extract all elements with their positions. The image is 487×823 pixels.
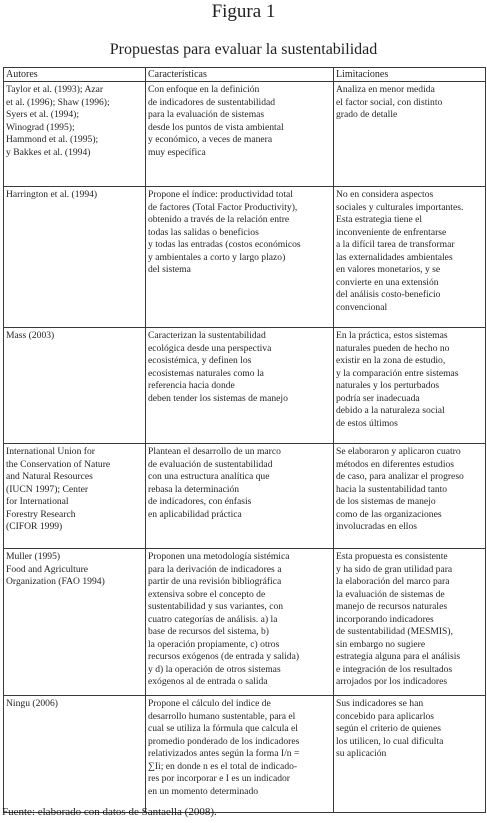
table-title: Propuestas para evaluar la sustentabilidad bbox=[109, 41, 378, 58]
limitations-cell bbox=[334, 549, 486, 696]
limitations-cell bbox=[334, 328, 486, 444]
limitations-cell bbox=[334, 696, 486, 813]
limitations-text: Sus indicadores se han concebido para aplicarlos según el criterio de quienes los utilicen, lo cual dificulta su aplicación bbox=[336, 698, 444, 760]
limitations-text: No en considera aspectos sociales y culturales importantes. Esta estrategia tiene el inconveniente de enfrentarse a la difícil tarea de transformar las externalidades ambientales en valores monetarios, y se convierte en una extensión del análisis costo-beneficio convencional bbox=[336, 189, 464, 313]
table-row bbox=[4, 82, 486, 187]
figure-label: Figura 1 bbox=[211, 1, 276, 22]
limitations-text: Esta propuesta es consistente y ha sido de gran utilidad para la elaboración del marco para la evaluación de sistemas de manejo de recursos naturales incorporando indicadores de sustentabilidad (MESMIS), sin embargo no sugiere estrategia alguna para el análisis e integración de los resultados arrojados por los indicadores bbox=[336, 551, 461, 688]
limitations-text: Analiza en menor medida el factor social, con distinto grado de detalle bbox=[336, 84, 443, 121]
authors-text: Mass (2003) bbox=[6, 330, 55, 341]
authors-cell bbox=[4, 328, 146, 444]
limitations-cell bbox=[334, 82, 486, 187]
table-row bbox=[4, 549, 486, 696]
source-note: Fuente: elaborado con datos de Santaella (2008). bbox=[2, 806, 217, 818]
header-characteristics: Características bbox=[146, 68, 334, 82]
characteristics-cell bbox=[146, 187, 334, 328]
characteristics-text: Proponen una metodología sistémica para la derivación de indicadores a partir de una revisión bibliográfica extensiva sobre el concepto de sustentabilidad y sus variantes, con cuatro categorías de análisis. a) la base de recursos del sistema, b) la operación propiamente, c) otros recursos exógenos (de entrada y salida) y d) la operación de otros sistemas exógenos al de entrada o salida bbox=[148, 551, 300, 688]
characteristics-text: Con enfoque en la definición de indicadores de sustentabilidad para la evaluación de sistemas desde los puntos de vista ambiental y económico, a veces de manera muy específica bbox=[148, 84, 284, 158]
authors-cell bbox=[4, 444, 146, 549]
characteristics-cell bbox=[146, 328, 334, 444]
authors-text: International Union for the Conservation of Nature and Natural Resources (IUCN 1997); Center for International Forestry Research (CIFOR 1999) bbox=[6, 446, 111, 533]
header-authors: Autores bbox=[4, 68, 146, 82]
table-row bbox=[4, 187, 486, 328]
authors-text: Harrington et al. (1994) bbox=[6, 189, 98, 200]
authors-cell bbox=[4, 187, 146, 328]
authors-text: Ningu (2006) bbox=[6, 698, 58, 709]
table-row bbox=[4, 696, 486, 813]
authors-cell bbox=[4, 82, 146, 187]
limitations-cell bbox=[334, 444, 486, 549]
characteristics-text: Plantean el desarrollo de un marco de evaluación de sustentabilidad con una estructura analítica que rebasa la determinación de indicadores, con énfasis en aplicabilidad práctica bbox=[148, 446, 281, 520]
limitations-cell bbox=[334, 187, 486, 328]
characteristics-cell bbox=[146, 444, 334, 549]
header-limitations: Limitaciones bbox=[334, 68, 486, 82]
characteristics-text: Propone el cálculo del índice de desarrollo humano sustentable, para el cual se utiliza la fórmula que calcula el promedio ponderado de los indicadores relativizados antes según la forma I/n = ∑Ii; en donde n es el total de indicado- res por incorporar e I es un indicador en un momento determinado bbox=[148, 698, 300, 797]
characteristics-cell bbox=[146, 696, 334, 813]
authors-text: Taylor et al. (1993); Azar et al. (1996); Shaw (1996); Syers et al. (1994); Winograd (1995); Hammond et al. (1995); y Bakkes et al. (1994) bbox=[6, 84, 110, 158]
authors-cell bbox=[4, 696, 146, 813]
sustainability-proposals-table bbox=[3, 67, 486, 813]
table-header-row bbox=[4, 68, 486, 82]
characteristics-text: Caracterizan la sustentabilidad ecológica desde una perspectiva ecosistémica, y definen los ecosistemas naturales como la referencia hacia donde deben tender los sistemas de manejo bbox=[148, 330, 288, 404]
characteristics-cell bbox=[146, 549, 334, 696]
authors-cell bbox=[4, 549, 146, 696]
authors-text: Muller (1995) Food and Agriculture Organization (FAO 1994) bbox=[6, 551, 105, 588]
table-row bbox=[4, 444, 486, 549]
table-row bbox=[4, 328, 486, 444]
limitations-text: En la práctica, estos sistemas naturales pueden de hecho no existir en la zona de estudio, y la comparación entre sistemas naturales y los perturbados podría ser inadecuada debido a la naturaleza social de estos últimos bbox=[336, 330, 459, 429]
limitations-text: Se elaboraron y aplicaron cuatro métodos en diferentes estudios de caso, para analizar el progreso hacia la sustentabilidad tanto de los sistemas de manejo como de las organizaciones involucradas en ellos bbox=[336, 446, 464, 533]
characteristics-text: Propone el índice: productividad total de factores (Total Factor Productivity), obtenido a través de la relación entre todas las salidas o beneficios y todas las entradas (costos económicos y ambientales a corto y largo plazo) del sistema bbox=[148, 189, 301, 276]
characteristics-cell bbox=[146, 82, 334, 187]
